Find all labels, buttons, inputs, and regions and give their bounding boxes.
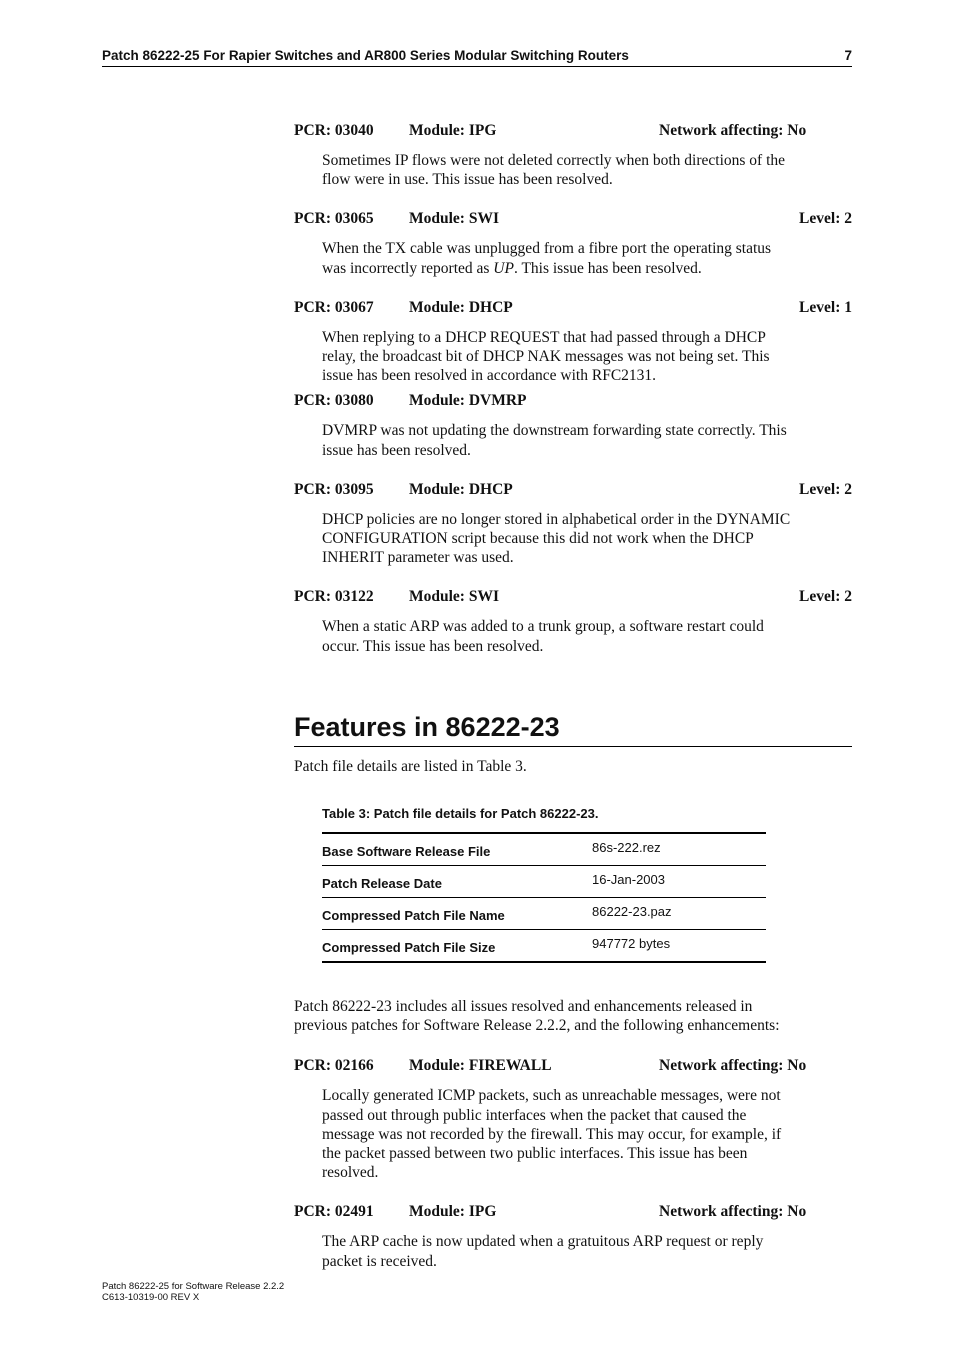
pcr-heading xyxy=(294,299,852,319)
header-title: Patch 86222-25 For Rapier Switches and AR800 Series Modular Switching Routers xyxy=(102,48,629,63)
desc-line: DVMRP was not updating the downstream forwarding state correctly. This xyxy=(322,422,787,440)
pcr-description xyxy=(322,1232,852,1270)
pcr-module: Module: IPG xyxy=(409,122,497,139)
pcr-entry xyxy=(294,299,852,386)
table-key: Compressed Patch File Size xyxy=(322,930,592,963)
desc-line: When replying to a DHCP REQUEST that had passed through a DHCP xyxy=(322,328,766,346)
desc-line: occur. This issue has been resolved. xyxy=(322,637,544,655)
pcr-module: Module: DHCP xyxy=(409,480,513,498)
table-value: 86222-23.paz xyxy=(592,898,766,930)
desc-line: relay, the broadcast bit of DHCP NAK messages was not being set. This xyxy=(322,348,770,366)
desc-line: packet is received. xyxy=(322,1252,437,1270)
pcr-module: Module: SWI xyxy=(409,588,499,606)
table-row xyxy=(322,930,766,963)
pcr-module: Module: DHCP xyxy=(409,298,513,316)
desc-line: When the TX cable was unplugged from a fibre port the operating status xyxy=(322,240,772,258)
pcr-entry xyxy=(294,1057,852,1182)
patch-file-details-table xyxy=(322,832,766,963)
summary-line: Patch 86222-23 includes all issues resolved and enhancements released in xyxy=(294,998,753,1016)
desc-text: was incorrectly reported as xyxy=(322,259,494,277)
summary-line: previous patches for Software Release 2.2.2, and the following enhancements: xyxy=(294,1017,780,1035)
pcr-heading xyxy=(294,481,852,501)
desc-line: passed out through public interfaces when the packet that caused the xyxy=(322,1106,747,1124)
section-intro: Patch file details are listed in Table 3. xyxy=(294,757,527,775)
section-summary xyxy=(294,997,852,1035)
desc-line: CONFIGURATION script because this did not work when the DHCP xyxy=(322,530,754,548)
pcr-level: Level: 2 xyxy=(799,480,852,498)
page-header xyxy=(102,48,852,67)
desc-emphasis: UP xyxy=(493,259,514,277)
table-key: Compressed Patch File Name xyxy=(322,898,592,930)
pcr-module: Module: DVMRP xyxy=(409,392,527,410)
pcr-heading xyxy=(294,122,852,142)
footer-line: C613-10319-00 REV X xyxy=(102,1292,200,1303)
desc-line xyxy=(322,259,852,278)
table-row xyxy=(322,866,766,898)
desc-line: DHCP policies are no longer stored in alphabetical order in the DYNAMIC xyxy=(322,510,791,528)
table-value: 86s-222.rez xyxy=(592,840,661,856)
pcr-network-affecting: Network affecting: No xyxy=(659,1057,807,1075)
desc-line: Locally generated ICMP packets, such as unreachable messages, were not xyxy=(322,1087,781,1105)
pcr-network-affecting: Network affecting: No xyxy=(659,122,807,139)
pcr-heading xyxy=(294,392,852,412)
table-value: 16-Jan-2003 xyxy=(592,866,766,898)
pcr-level: Level: 2 xyxy=(799,588,852,606)
desc-line: resolved. xyxy=(322,1164,379,1182)
pcr-entry xyxy=(294,210,852,277)
pcr-number: PCR: 03080 xyxy=(294,392,374,410)
pcr-description xyxy=(322,617,852,655)
pcr-number: PCR: 03067 xyxy=(294,298,374,316)
pcr-entry xyxy=(294,481,852,568)
pcr-module: Module: SWI xyxy=(409,210,499,228)
pcr-description xyxy=(322,239,852,277)
pcr-entry xyxy=(294,392,852,459)
table-caption: Table 3: Patch file details for Patch 86222-23. xyxy=(322,806,599,822)
page-content xyxy=(294,122,852,1271)
table-key: Base Software Release File xyxy=(322,843,491,859)
pcr-number: PCR: 03095 xyxy=(294,480,374,498)
footer-line: Patch 86222-25 for Software Release 2.2.2 xyxy=(102,1281,285,1292)
page-number: 7 xyxy=(844,48,852,63)
section-heading: Features in 86222-23 xyxy=(294,712,852,747)
desc-line: When a static ARP was added to a trunk group, a software restart could xyxy=(322,618,764,636)
desc-line: the packet passed between two public interfaces. This issue has been xyxy=(322,1145,748,1163)
pcr-heading xyxy=(294,1057,852,1077)
pcr-module: Module: IPG xyxy=(409,1203,497,1221)
pcr-heading xyxy=(294,1203,852,1223)
pcr-network-affecting: Network affecting: No xyxy=(659,1203,807,1221)
desc-line: issue has been resolved in accordance with RFC2131. xyxy=(322,367,657,385)
table-value: 947772 bytes xyxy=(592,930,766,963)
pcr-description xyxy=(322,328,852,386)
table-key: Patch Release Date xyxy=(322,866,592,898)
desc-line: message was not recorded by the firewall. This may occur, for example, if xyxy=(322,1125,782,1143)
table-row xyxy=(322,833,766,866)
desc-line: Sometimes IP flows were not deleted correctly when both directions of the xyxy=(322,152,786,169)
pcr-number: PCR: 03040 xyxy=(294,122,374,139)
pcr-heading xyxy=(294,210,852,230)
pcr-number: PCR: 02166 xyxy=(294,1057,374,1075)
desc-line: flow were in use. This issue has been resolved. xyxy=(322,171,613,189)
pcr-description xyxy=(322,421,852,459)
pcr-number: PCR: 03065 xyxy=(294,210,374,228)
pcr-description xyxy=(322,510,852,568)
page-footer xyxy=(102,1281,284,1303)
desc-line: issue has been resolved. xyxy=(322,441,471,459)
pcr-description xyxy=(322,151,852,189)
desc-line: INHERIT parameter was used. xyxy=(322,549,514,567)
pcr-entry xyxy=(294,588,852,655)
pcr-entry xyxy=(294,122,852,189)
pcr-description xyxy=(322,1086,852,1182)
pcr-number: PCR: 02491 xyxy=(294,1203,374,1221)
pcr-level: Level: 1 xyxy=(799,298,852,316)
pcr-heading xyxy=(294,588,852,608)
desc-line: The ARP cache is now updated when a gratuitous ARP request or reply xyxy=(322,1233,764,1251)
pcr-number: PCR: 03122 xyxy=(294,588,374,606)
table-row xyxy=(322,898,766,930)
desc-text: . This issue has been resolved. xyxy=(513,259,702,277)
pcr-level: Level: 2 xyxy=(799,210,852,228)
pcr-entry xyxy=(294,1203,852,1270)
pcr-module: Module: FIREWALL xyxy=(409,1057,552,1075)
